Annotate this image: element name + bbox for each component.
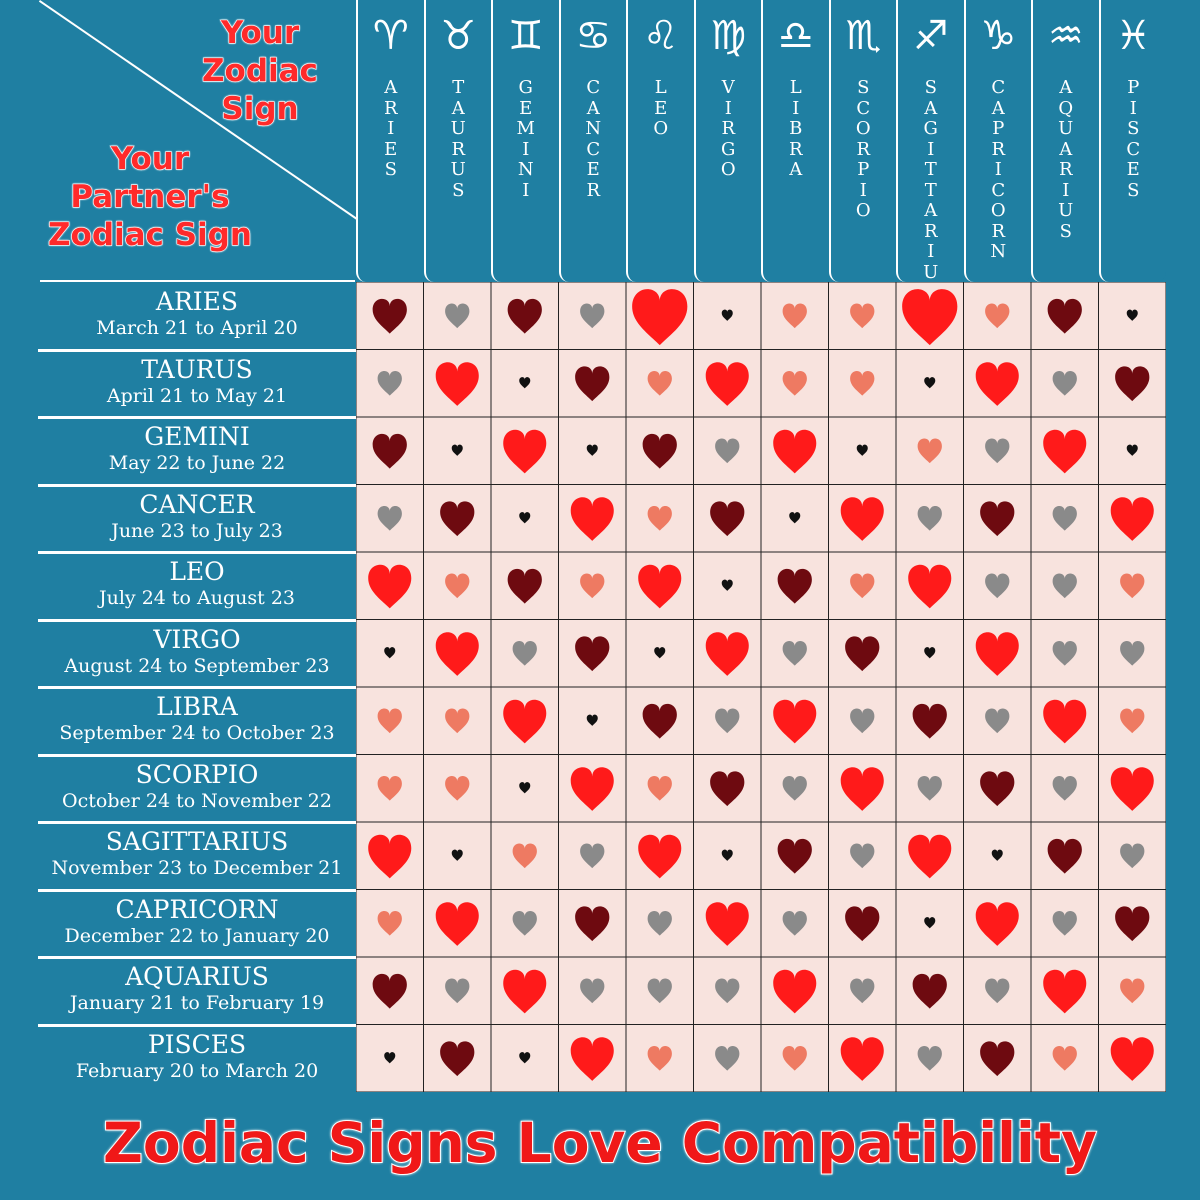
heart-icon-gray bbox=[850, 708, 874, 733]
column-label: L E O bbox=[653, 77, 669, 139]
row-date-range: January 21 to February 19 bbox=[69, 992, 325, 1014]
column-label: C A P R I C O R N bbox=[990, 77, 1007, 262]
heart-icon-salmon bbox=[378, 776, 402, 801]
heart-icon-gray bbox=[783, 641, 807, 666]
heart-icon-tiny-black bbox=[722, 580, 733, 591]
heart-icon-medium-red bbox=[638, 565, 681, 609]
heart-icon-gray bbox=[513, 641, 537, 666]
heart-icon-salmon bbox=[918, 438, 942, 463]
row-separator bbox=[38, 416, 356, 419]
row-separator bbox=[38, 889, 356, 892]
heart-icon-gray bbox=[715, 978, 739, 1003]
heart-icon-gray bbox=[850, 843, 874, 868]
heart-icon-gray bbox=[918, 776, 942, 801]
row-date-range: March 21 to April 20 bbox=[96, 317, 298, 339]
heart-icon-medium-red bbox=[706, 362, 749, 406]
heart-icon-tiny-black bbox=[384, 647, 395, 658]
heart-icon-medium-red bbox=[1111, 767, 1154, 811]
heart-icon-dark-red bbox=[508, 299, 542, 334]
row-sign-name: LIBRA bbox=[156, 692, 238, 721]
column-header-sagittarius bbox=[896, 0, 964, 282]
heart-icon-salmon bbox=[850, 371, 874, 396]
heart-icon-tiny-black bbox=[654, 647, 665, 658]
heart-icon-dark-red bbox=[710, 771, 744, 806]
column-label: A Q U A R I U S bbox=[1058, 77, 1074, 242]
row-header-gemini bbox=[38, 420, 356, 482]
heart-icon-salmon bbox=[783, 371, 807, 396]
taurus-icon: ♉ bbox=[440, 13, 477, 59]
heart-icon-salmon bbox=[580, 573, 604, 598]
heart-icon-medium-red bbox=[908, 565, 951, 609]
heart-icon-gray bbox=[648, 978, 672, 1003]
row-separator bbox=[38, 754, 356, 757]
heart-icon-gray bbox=[445, 978, 469, 1003]
your-sign-line: Sign bbox=[221, 91, 299, 127]
heart-icon-tiny-black bbox=[722, 850, 733, 861]
row-header-capricorn bbox=[38, 893, 356, 955]
pisces-icon: ♓ bbox=[1115, 13, 1152, 59]
heart-icon-salmon bbox=[1120, 978, 1144, 1003]
heart-icon-gray bbox=[985, 573, 1009, 598]
row-date-range: November 23 to December 21 bbox=[51, 857, 343, 879]
row-sign-name: ARIES bbox=[155, 287, 239, 316]
heart-icon-dark-red bbox=[845, 636, 879, 671]
column-header-gemini bbox=[491, 0, 559, 282]
heart-icon-salmon bbox=[783, 1046, 807, 1071]
heart-icon-gray bbox=[1053, 776, 1077, 801]
heart-icon-gray bbox=[648, 911, 672, 936]
heart-icon-big-red bbox=[902, 289, 957, 345]
column-header-scorpio bbox=[829, 0, 897, 282]
partner-zodiac-sign-label bbox=[30, 140, 270, 254]
row-sign-name: CANCER bbox=[139, 489, 255, 519]
heart-icon-medium-red bbox=[841, 1037, 884, 1081]
heart-icon-tiny-black bbox=[519, 782, 530, 793]
heart-icon-gray bbox=[918, 506, 942, 531]
heart-icon-medium-red bbox=[436, 632, 479, 676]
row-separator bbox=[38, 349, 356, 352]
heart-icon-medium-red bbox=[503, 970, 546, 1014]
gemini-icon: ♊ bbox=[507, 13, 544, 59]
heart-icon-medium-red bbox=[638, 835, 681, 879]
heart-icon-salmon bbox=[1120, 708, 1144, 733]
scorpio-icon: ♏ bbox=[845, 13, 882, 59]
column-label: G E M I N I bbox=[516, 77, 535, 201]
leo-icon: ♌ bbox=[642, 13, 679, 59]
heart-icon-tiny-black bbox=[519, 512, 530, 523]
row-header-scorpio bbox=[38, 758, 356, 820]
row-date-range: April 21 to May 21 bbox=[106, 384, 288, 407]
heart-icon-gray bbox=[445, 303, 469, 328]
heart-icon-salmon bbox=[648, 506, 672, 531]
row-date-range: February 20 to March 20 bbox=[75, 1059, 319, 1082]
partner-sign-line: Your bbox=[110, 141, 190, 177]
heart-icon-tiny-black bbox=[452, 445, 463, 456]
heart-icon-tiny-black bbox=[789, 512, 800, 523]
heart-icon-tiny-black bbox=[924, 377, 935, 388]
heart-icon-dark-red bbox=[845, 906, 879, 941]
corner-bottom-divider bbox=[40, 280, 355, 282]
heart-icon-dark-red bbox=[913, 704, 947, 739]
heart-icon-gray bbox=[1053, 506, 1077, 531]
column-label: S C O R P I O bbox=[855, 77, 871, 221]
column-header-aquarius bbox=[1031, 0, 1099, 282]
row-date-range: September 24 to October 23 bbox=[59, 722, 335, 744]
heart-icon-tiny-black bbox=[384, 1052, 395, 1063]
row-separator bbox=[38, 484, 356, 487]
heart-icon-dark-red bbox=[508, 569, 542, 604]
row-separator bbox=[38, 821, 356, 824]
heart-icon-dark-red bbox=[575, 636, 609, 671]
heart-icon-dark-red bbox=[980, 501, 1014, 536]
aquarius-icon: ♒ bbox=[1047, 13, 1084, 59]
heart-icon-salmon bbox=[648, 1046, 672, 1071]
row-header-aries bbox=[38, 285, 356, 347]
heart-icon-gray bbox=[580, 843, 604, 868]
heart-icon-salmon bbox=[445, 573, 469, 598]
column-header-libra bbox=[761, 0, 829, 282]
heart-icon-medium-red bbox=[841, 767, 884, 811]
heart-icon-medium-red bbox=[503, 430, 546, 474]
cancer-icon: ♋ bbox=[575, 13, 612, 59]
heart-icon-tiny-black bbox=[924, 647, 935, 658]
heart-icon-dark-red bbox=[373, 434, 407, 469]
heart-icon-salmon bbox=[783, 303, 807, 328]
heart-icon-salmon bbox=[445, 708, 469, 733]
row-sign-name: CAPRICORN bbox=[115, 894, 279, 924]
heart-icon-medium-red bbox=[1043, 700, 1086, 744]
heart-icon-medium-red bbox=[908, 835, 951, 879]
row-date-range: May 22 to June 22 bbox=[108, 452, 286, 474]
sagittarius-icon: ♐ bbox=[912, 13, 949, 59]
heart-icon-gray bbox=[850, 978, 874, 1003]
heart-icon-salmon bbox=[648, 776, 672, 801]
row-date-range: June 23 to July 23 bbox=[111, 519, 283, 542]
row-separator bbox=[38, 956, 356, 959]
heart-icon-tiny-black bbox=[519, 1052, 530, 1063]
heart-icon-gray bbox=[715, 438, 739, 463]
column-label: S A G I T T A R I U bbox=[923, 77, 939, 283]
row-header-libra bbox=[38, 690, 356, 752]
row-separator bbox=[38, 619, 356, 622]
heart-icon-tiny-black bbox=[1127, 445, 1138, 456]
column-label: T A U R U S bbox=[450, 77, 466, 201]
heart-icon-tiny-black bbox=[1127, 310, 1138, 321]
heart-icon-salmon bbox=[850, 573, 874, 598]
heart-icon-tiny-black bbox=[452, 850, 463, 861]
heart-icon-gray bbox=[1053, 641, 1077, 666]
heart-icon-dark-red bbox=[1115, 366, 1149, 401]
column-header-aries bbox=[356, 0, 424, 282]
heart-icon-medium-red bbox=[773, 700, 816, 744]
row-date-range: July 24 to August 23 bbox=[99, 587, 295, 609]
row-separator bbox=[38, 551, 356, 554]
chart-title: Zodiac Signs Love Compatibility bbox=[103, 1111, 1097, 1175]
your-zodiac-sign-label bbox=[190, 14, 330, 128]
heart-icon-medium-red bbox=[503, 700, 546, 744]
heart-icon-gray bbox=[783, 776, 807, 801]
heart-icon-gray bbox=[1120, 641, 1144, 666]
heart-icon-medium-red bbox=[1043, 970, 1086, 1014]
heart-icon-medium-red bbox=[368, 835, 411, 879]
heart-icon-medium-red bbox=[841, 497, 884, 541]
row-sign-name: GEMINI bbox=[144, 422, 250, 451]
heart-icon-dark-red bbox=[778, 839, 812, 874]
row-separator bbox=[38, 686, 356, 689]
heart-icon-salmon bbox=[648, 371, 672, 396]
heart-icon-dark-red bbox=[913, 974, 947, 1009]
heart-icon-medium-red bbox=[976, 902, 1019, 946]
your-sign-line: Your bbox=[220, 15, 300, 51]
heart-icon-dark-red bbox=[575, 906, 609, 941]
heart-icon-dark-red bbox=[1115, 906, 1149, 941]
heart-icon-gray bbox=[985, 978, 1009, 1003]
row-header-sagittarius bbox=[38, 825, 356, 887]
heart-icon-big-red bbox=[632, 289, 687, 345]
heart-icon-dark-red bbox=[643, 704, 677, 739]
heart-icon-dark-red bbox=[1048, 299, 1082, 334]
heart-icon-gray bbox=[580, 978, 604, 1003]
heart-icon-gray bbox=[783, 911, 807, 936]
partner-sign-line: Partner's bbox=[70, 179, 230, 215]
heart-icon-tiny-black bbox=[587, 445, 598, 456]
heart-icon-gray bbox=[918, 1046, 942, 1071]
column-header-capricorn bbox=[964, 0, 1032, 282]
heart-icon-salmon bbox=[445, 776, 469, 801]
aries-icon: ♈ bbox=[372, 13, 409, 59]
row-date-range: August 24 to September 23 bbox=[64, 654, 330, 677]
heart-icon-dark-red bbox=[710, 501, 744, 536]
row-header-taurus bbox=[38, 353, 356, 415]
heart-icon-tiny-black bbox=[722, 310, 733, 321]
virgo-icon: ♍ bbox=[710, 13, 747, 59]
column-header-pisces bbox=[1099, 0, 1167, 282]
row-date-range: October 24 to November 22 bbox=[62, 789, 332, 812]
column-label: V I R G O bbox=[720, 77, 736, 180]
row-date-range: December 22 to January 20 bbox=[64, 924, 330, 947]
heart-icon-medium-red bbox=[571, 767, 614, 811]
heart-icon-medium-red bbox=[368, 565, 411, 609]
capricorn-icon: ♑ bbox=[980, 13, 1017, 59]
heart-icon-salmon bbox=[985, 303, 1009, 328]
heart-icon-tiny-black bbox=[519, 377, 530, 388]
heart-icon-salmon bbox=[513, 843, 537, 868]
heart-icon-gray bbox=[378, 506, 402, 531]
heart-icon-dark-red bbox=[440, 501, 474, 536]
heart-icon-medium-red bbox=[436, 362, 479, 406]
heart-icon-medium-red bbox=[436, 902, 479, 946]
heart-icon-salmon bbox=[378, 911, 402, 936]
column-label: P I S C E S bbox=[1126, 77, 1141, 201]
heart-icon-gray bbox=[378, 371, 402, 396]
heart-icon-dark-red bbox=[1048, 839, 1082, 874]
row-sign-name: SAGITTARIUS bbox=[105, 827, 289, 856]
heart-icon-medium-red bbox=[571, 497, 614, 541]
heart-icon-medium-red bbox=[571, 1037, 614, 1081]
heart-icon-salmon bbox=[1120, 573, 1144, 598]
heart-icon-gray bbox=[1120, 843, 1144, 868]
heart-icon-dark-red bbox=[440, 1041, 474, 1076]
heart-icon-medium-red bbox=[976, 632, 1019, 676]
row-sign-name: TAURUS bbox=[141, 354, 253, 384]
heart-icon-gray bbox=[715, 1046, 739, 1071]
heart-icon-dark-red bbox=[778, 569, 812, 604]
heart-icon-gray bbox=[1053, 911, 1077, 936]
row-header-virgo bbox=[38, 623, 356, 685]
heart-icon-gray bbox=[715, 708, 739, 733]
heart-icon-medium-red bbox=[773, 970, 816, 1014]
heart-icon-gray bbox=[1053, 573, 1077, 598]
heart-icon-gray bbox=[985, 708, 1009, 733]
row-sign-name: SCORPIO bbox=[135, 759, 259, 789]
row-header-aquarius bbox=[38, 960, 356, 1022]
heart-icon-gray bbox=[985, 438, 1009, 463]
heart-icon-medium-red bbox=[1111, 497, 1154, 541]
heart-icon-dark-red bbox=[643, 434, 677, 469]
column-header-cancer bbox=[559, 0, 627, 282]
heart-icon-gray bbox=[513, 911, 537, 936]
heart-icon-dark-red bbox=[373, 974, 407, 1009]
row-sign-name: VIRGO bbox=[153, 624, 241, 654]
column-label: C A N C E R bbox=[585, 77, 602, 201]
heart-icon-medium-red bbox=[706, 902, 749, 946]
heart-icon-medium-red bbox=[976, 362, 1019, 406]
heart-icon-dark-red bbox=[980, 771, 1014, 806]
compatibility-grid bbox=[356, 282, 1166, 1092]
heart-icon-salmon bbox=[378, 708, 402, 733]
heart-icon-medium-red bbox=[706, 632, 749, 676]
heart-icon-gray bbox=[580, 303, 604, 328]
heart-icon-tiny-black bbox=[924, 917, 935, 928]
heart-icon-medium-red bbox=[1043, 430, 1086, 474]
heart-icon-dark-red bbox=[575, 366, 609, 401]
your-sign-line: Zodiac bbox=[202, 53, 318, 89]
heart-icon-tiny-black bbox=[857, 445, 868, 456]
column-header-leo bbox=[626, 0, 694, 282]
column-label: A R I E S bbox=[383, 77, 398, 180]
row-header-pisces bbox=[38, 1028, 356, 1090]
heart-icon-salmon bbox=[850, 303, 874, 328]
libra-icon: ♎ bbox=[777, 13, 814, 59]
heart-icon-salmon bbox=[1053, 1046, 1077, 1071]
row-sign-name: AQUARIUS bbox=[125, 962, 269, 991]
column-header-taurus bbox=[424, 0, 492, 282]
row-header-cancer bbox=[38, 488, 356, 550]
row-sign-name: PISCES bbox=[147, 1029, 247, 1059]
row-header-leo bbox=[38, 555, 356, 617]
column-label: L I B R A bbox=[788, 77, 803, 180]
heart-icon-tiny-black bbox=[992, 850, 1003, 861]
column-header-virgo bbox=[694, 0, 762, 282]
row-sign-name: LEO bbox=[169, 557, 225, 586]
partner-sign-line: Zodiac Sign bbox=[48, 217, 252, 253]
heart-icon-dark-red bbox=[373, 299, 407, 334]
heart-icon-dark-red bbox=[980, 1041, 1014, 1076]
heart-icon-medium-red bbox=[1111, 1037, 1154, 1081]
heart-icon-medium-red bbox=[773, 430, 816, 474]
heart-icon-gray bbox=[1053, 371, 1077, 396]
row-separator bbox=[38, 1024, 356, 1027]
heart-icon-tiny-black bbox=[587, 715, 598, 726]
